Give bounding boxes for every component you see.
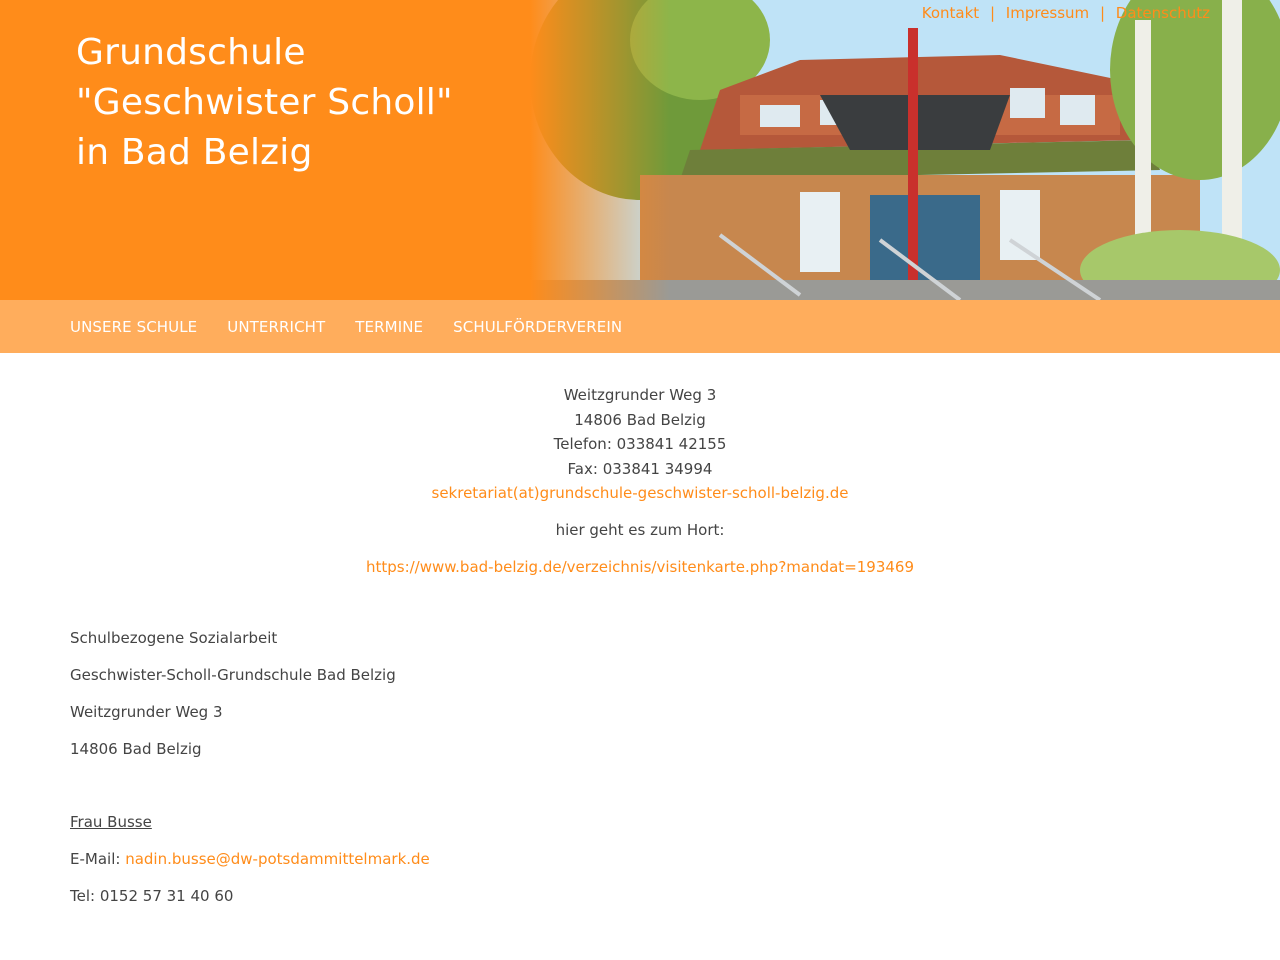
main-nav <box>0 300 1280 353</box>
separator: | <box>1099 4 1106 22</box>
kontakt-link[interactable]: Kontakt <box>921 4 980 22</box>
site-title-line-3: in Bad Belzig <box>76 132 313 173</box>
datenschutz-link[interactable]: Datenschutz <box>1115 4 1210 22</box>
social-heading: Schulbezogene Sozialarbeit <box>70 629 278 648</box>
social-person: Frau Busse <box>70 813 152 832</box>
site-title-line-2: "Geschwister Scholl" <box>76 82 453 123</box>
site-header <box>0 0 1280 300</box>
social-work-block <box>0 627 1280 907</box>
hort-text: hier geht es zum Hort: <box>555 520 725 539</box>
nav-item-schulfoerderverein[interactable]: SCHULFÖRDERVEREIN <box>453 317 623 336</box>
contact-city: 14806 Bad Belzig <box>574 410 706 429</box>
contact-fax: Fax: 033841 34994 <box>567 459 713 478</box>
impressum-link[interactable]: Impressum <box>1005 4 1090 22</box>
nav-item-termine[interactable]: TERMINE <box>355 317 424 336</box>
social-email-link[interactable]: nadin.busse@dw-potsdammittelmark.de <box>125 850 430 869</box>
social-tel: Tel: 0152 57 31 40 60 <box>70 887 234 906</box>
hort-link[interactable]: https://www.bad-belzig.de/verzeichnis/visitenkarte.php?mandat=193469 <box>365 557 915 576</box>
spacer <box>70 775 1280 811</box>
contact-phone: Telefon: 033841 42155 <box>553 435 727 454</box>
social-school: Geschwister-Scholl-Grundschule Bad Belzig <box>70 666 396 685</box>
contact-street: Weitzgrunder Weg 3 <box>563 386 717 404</box>
social-email-row <box>70 848 1280 870</box>
social-city: 14806 Bad Belzig <box>70 740 202 759</box>
contact-block <box>0 383 1280 579</box>
contact-email-link[interactable]: sekretariat(at)grundschule-geschwister-scholl-belzig.de <box>431 484 849 503</box>
top-links <box>916 4 1210 22</box>
nav-item-unsere-schule[interactable]: UNSERE SCHULE <box>70 317 198 336</box>
site-title-line-1: Grundschule <box>76 32 306 73</box>
email-label: E-Mail: <box>70 850 126 869</box>
site-title <box>76 28 453 178</box>
nav-item-unterricht[interactable]: UNTERRICHT <box>227 317 326 336</box>
social-street: Weitzgrunder Weg 3 <box>70 703 223 722</box>
separator: | <box>989 4 996 22</box>
